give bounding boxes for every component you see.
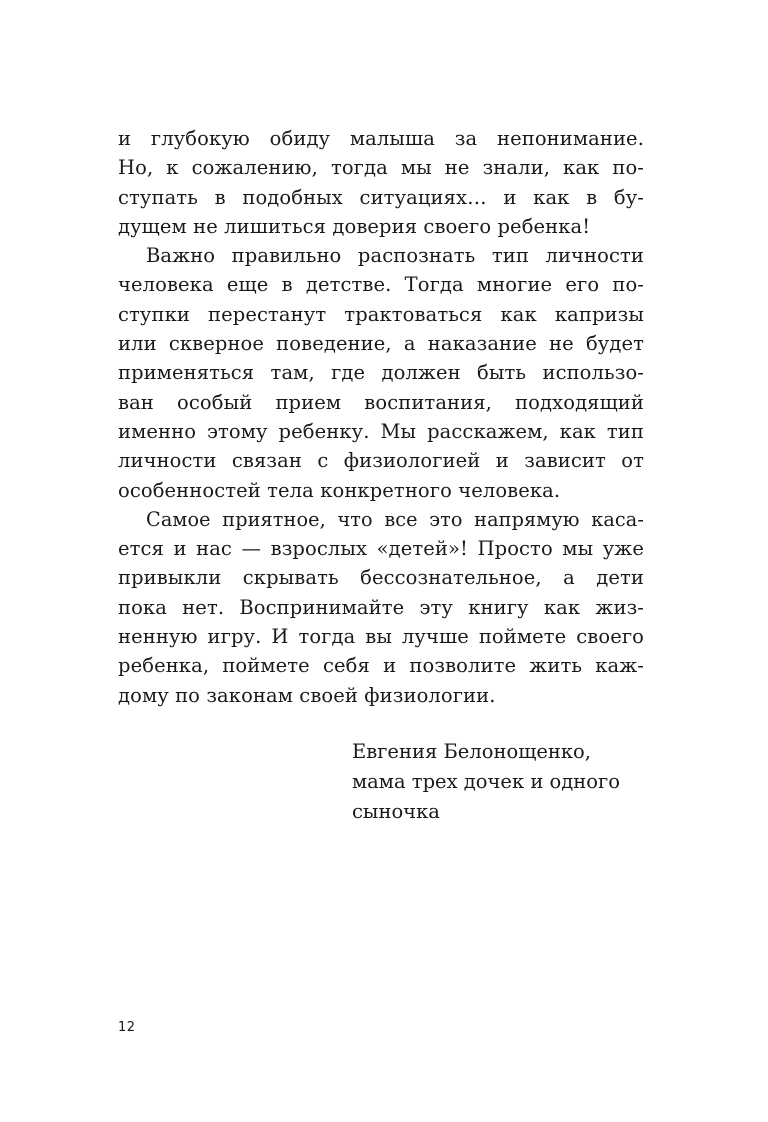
text-line: Важно правильно распознать тип личности	[146, 244, 644, 268]
signature-name: Евгения Белонощенко,	[352, 740, 591, 763]
text-line: ется и нас — взрослых «детей»! Просто мы уже	[118, 537, 644, 561]
text-line: дому по законам своей физиологии.	[118, 683, 496, 707]
signature-line: мама трех дочек и одного	[352, 770, 620, 793]
text-line: ребенка, поймете себя и позволите жить каж-	[118, 654, 644, 678]
text-line: человека еще в детстве. Тогда многие его по-	[118, 273, 644, 297]
author-signature	[352, 737, 620, 827]
text-line: ван особый прием воспитания, подходящий	[118, 390, 644, 414]
text-line: Но, к сожалению, тогда мы не знали, как по-	[118, 156, 644, 180]
text-line: дущем не лишиться доверия своего ребенка!	[118, 214, 591, 238]
text-line: пока нет. Воспринимайте эту книгу как жиз-	[118, 595, 644, 619]
text-line: ступки перестанут трактоваться как капризы	[118, 302, 644, 326]
text-line: или скверное поведение, а наказание не будет	[118, 332, 644, 356]
page-number: 12	[118, 1020, 136, 1035]
text-line: особенностей тела конкретного человека.	[118, 478, 561, 502]
text-line: именно этому ребенку. Мы расскажем, как тип	[118, 419, 644, 443]
text-line: ступать в подобных ситуациях… и как в бу-	[118, 185, 644, 209]
text-line: привыкли скрывать бессознательное, а дети	[118, 566, 644, 590]
text-line: Самое приятное, что все это напрямую каса-	[146, 507, 644, 531]
text-line: ненную игру. И тогда вы лучше поймете своего	[118, 625, 644, 649]
body-text	[118, 124, 644, 710]
text-line: и глубокую обиду малыша за непонимание.	[118, 127, 644, 150]
signature-line: сыночка	[352, 800, 440, 823]
text-line: применяться там, где должен быть использо-	[118, 361, 644, 385]
text-line: личности связан с физиологией и зависит от	[118, 449, 644, 473]
